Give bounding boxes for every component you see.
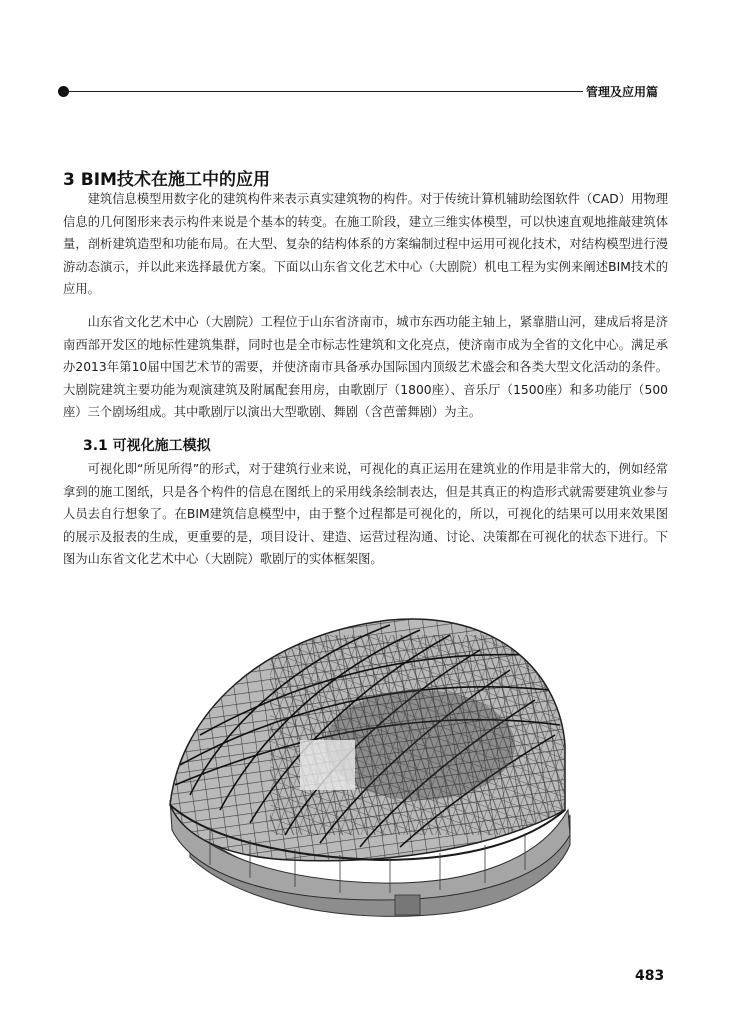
subsection-heading: 3.1 可视化施工模拟: [83, 438, 211, 454]
page-number: 483: [635, 968, 665, 984]
section-paragraph-2: 山东省文化艺术中心（大剧院）工程位于山东省济南市，城市东西功能主轴上，紧靠腊山河，建成后将是济南西部开发区的地标性建筑集群，同时也是全市标志性建筑和文化亮点，使济南市成为全省的文化中心。满足承办2013年第10届中国艺术节的需要，并使济南市具备承办国际国内顶级艺术盛会和各类大型文化活动的条件。大剧院建筑主要功能为观演建筑及附属配套用房，由歌剧厅（1800座）、音乐厅（1500座）和多功能厅（500座）三个剧场组成。其中歌剧厅以演出大型歌剧、舞剧（含芭蕾舞剧）为主。: [63, 315, 668, 420]
pedestal: [395, 895, 420, 915]
subsection-paragraph: 可视化即“所见所得”的形式，对于建筑行业来说，可视化的真正运用在建筑业的作用是非常大的，例如经常拿到的施工图纸，只是各个构件的信息在图纸上的采用线条绘制表达，但是其真正的构造形式就需要建筑业参与人员去自行想象了。在BIM建筑信息模型中，由于整个过程都是可视化的，所以，可视化的结果可以用来效果图的展示及报表的生成，更重要的是，项目设计、建造、运营过程沟通、讨论、决策都在可视化的状态下进行。下图为山东省文化艺术中心（大剧院）歌剧厅的实体框架图。: [63, 462, 668, 567]
section-heading: 3 BIM技术在施工中的应用: [63, 170, 270, 190]
running-header: 管理及应用篇: [586, 85, 659, 99]
opera-hall-frame-figure: [150, 595, 590, 925]
section-paragraph-1: 建筑信息模型用数字化的建筑构件来表示真实建筑物的构件。对于传统计算机辅助绘图软件（CAD）用物理信息的几何图形来表示构件来说是个基本的转变。在施工阶段，建立三维实体模型，可以快速直观地推敲建筑体量，剖析建筑造型和功能布局。在大型、复杂的结构体系的方案编制过程中运用可视化技术，对结构模型进行漫游动态演示，并以此来选择最优方案。下面以山东省文化艺术中心（大剧院）机电工程为实例来阐述BIM技术的应用。: [63, 192, 668, 297]
header-rule: [63, 91, 583, 92]
